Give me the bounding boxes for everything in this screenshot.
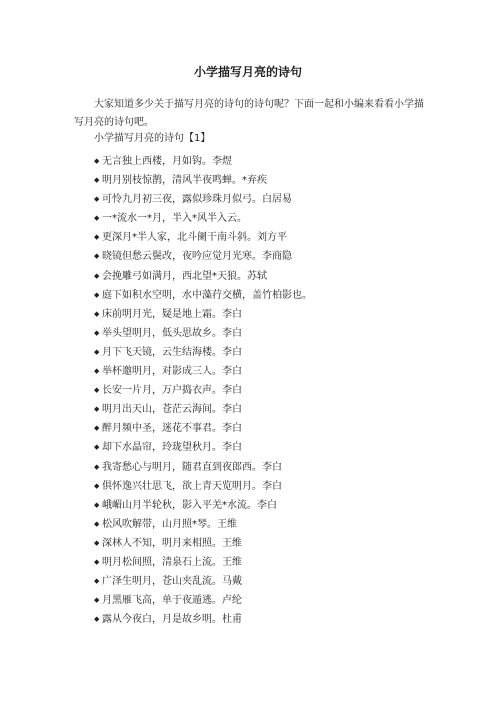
poem-text: 无言独上西楼，月如钩。李煜 (102, 156, 232, 167)
poem-text: 露从今夜白，月是故乡明。杜甫 (102, 614, 242, 626)
bullet-diamond-icon: ◆ (94, 557, 100, 566)
poem-text: 松风吹解带，山月照*琴。王维 (102, 518, 237, 530)
poem-line (94, 362, 312, 381)
bullet-diamond-icon: ◆ (94, 309, 100, 318)
poem-line (94, 419, 312, 438)
bullet-diamond-icon: ◆ (94, 367, 100, 376)
poem-text: 一*流水一*月，半入*风半入云。 (102, 213, 247, 225)
poem-text: 长安一片月，万户捣衣声。李白 (102, 385, 242, 397)
poem-text: 深林人不知，明月来相照。王维 (102, 537, 242, 549)
poem-line (94, 381, 312, 400)
poem-text: 明月别枝惊鹊，清风半夜鸣蝉。*弃疾 (102, 175, 267, 187)
bullet-diamond-icon: ◆ (94, 347, 100, 356)
bullet-diamond-icon: ◆ (94, 500, 100, 509)
poem-text: 峨嵋山月半轮秋，影入平羌*水流。李白 (102, 499, 277, 511)
poem-list (94, 152, 312, 629)
poem-text: 举杯邀明月，对影成三人。李白 (102, 366, 242, 378)
bullet-diamond-icon: ◆ (94, 233, 100, 242)
poem-line (94, 400, 312, 419)
poem-line (94, 534, 312, 553)
bullet-diamond-icon: ◆ (94, 615, 100, 624)
poem-line (94, 515, 312, 534)
bullet-diamond-icon: ◆ (94, 462, 100, 471)
poem-text: 醉月频中圣，迷花不事君。李白 (102, 423, 242, 435)
bullet-diamond-icon: ◆ (94, 214, 100, 223)
document-title: 小学描写月亮的诗句 (193, 65, 302, 79)
poem-text: 月黑雁飞高，单于夜遁逃。卢纶 (102, 595, 242, 607)
poem-line (94, 343, 312, 362)
bullet-diamond-icon: ◆ (94, 176, 100, 185)
bullet-diamond-icon: ◆ (94, 443, 100, 452)
poem-line (94, 209, 312, 228)
poem-line (94, 286, 312, 305)
poem-line (94, 247, 312, 266)
poem-line (94, 152, 312, 171)
bullet-diamond-icon: ◆ (94, 481, 100, 490)
poem-text: 举头望明月，低头思故乡。李白 (102, 327, 242, 339)
poem-text: 更深月*半人家，北斗阑干南斗斜。刘方平 (102, 232, 287, 244)
poem-line (94, 591, 312, 610)
bullet-diamond-icon: ◆ (94, 577, 100, 586)
bullet-diamond-icon: ◆ (94, 195, 100, 204)
poem-text: 床前明月光，疑是地上霜。李白 (102, 308, 242, 320)
bullet-diamond-icon: ◆ (94, 538, 100, 547)
poem-line (94, 171, 312, 190)
poem-line (94, 324, 312, 343)
bullet-diamond-icon: ◆ (94, 290, 100, 299)
bullet-diamond-icon: ◆ (94, 405, 100, 414)
poem-line (94, 553, 312, 572)
poem-text: 月下飞天镜，云生结海楼。李白 (102, 346, 242, 358)
bullet-diamond-icon: ◆ (94, 386, 100, 395)
poem-text: 会挽雕弓如满月，西北望*天狼。苏轼 (102, 270, 267, 282)
poem-text: 广泽生明月，苍山夹乱流。马戴 (102, 576, 242, 588)
poem-text: 俱怀逸兴壮思飞，欲上青天览明月。李白 (102, 480, 282, 492)
bullet-diamond-icon: ◆ (94, 519, 100, 528)
poem-text: 明月松间照，清泉石上流。王维 (102, 556, 242, 568)
poem-text: 明月出天山，苍茫云海间。李白 (102, 404, 242, 416)
bullet-diamond-icon: ◆ (94, 157, 100, 165)
poem-line (94, 438, 312, 457)
poem-line (94, 267, 312, 286)
bullet-diamond-icon: ◆ (94, 252, 100, 261)
poem-line (94, 228, 312, 247)
poem-line (94, 496, 312, 515)
bullet-diamond-icon: ◆ (94, 271, 100, 280)
intro-paragraph: 大家知道多少关于描写月亮的诗句的诗句呢？下面一起和小编来看看小学描写月亮的诗句吧。 (74, 99, 424, 128)
poem-line (94, 305, 312, 324)
poem-line (94, 458, 312, 477)
bullet-diamond-icon: ◆ (94, 328, 100, 337)
poem-line (94, 610, 312, 629)
poem-text: 却下水晶帘，玲珑望秋月。李白 (102, 442, 242, 454)
bullet-diamond-icon: ◆ (94, 596, 100, 605)
poem-line (94, 477, 312, 496)
poem-text: 庭下如积水空明，水中藻荇交横，盖竹柏影也。 (102, 289, 312, 301)
poem-text: 可怜九月初三夜，露似珍珠月似弓。白居易 (102, 194, 292, 206)
bullet-diamond-icon: ◆ (94, 424, 100, 433)
poem-line (94, 190, 312, 209)
section-heading: 小学描写月亮的诗句【1】 (94, 133, 211, 144)
poem-text: 晓镜但愁云鬓改，夜吟应觉月光寒。李商隐 (102, 251, 292, 263)
poem-line (94, 572, 312, 591)
poem-text: 我寄愁心与明月，随君直到夜郎西。李白 (102, 461, 282, 473)
